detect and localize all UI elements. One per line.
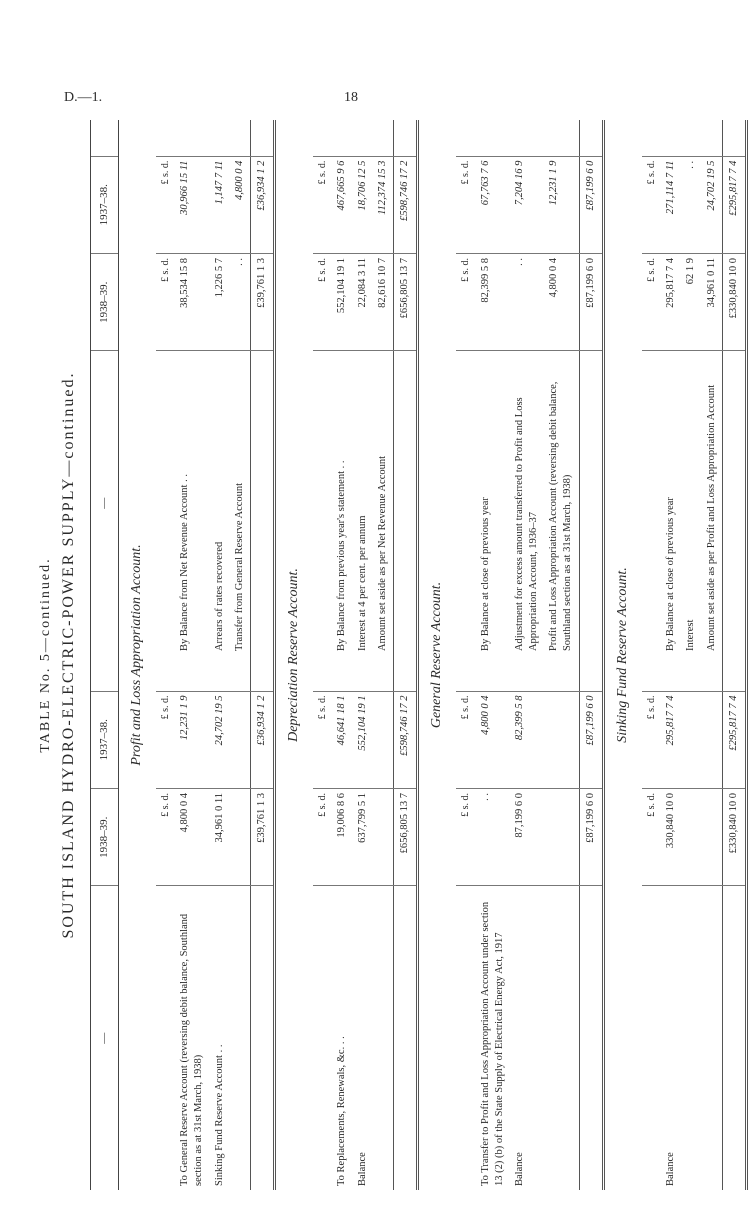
ledger-tables — [90, 120, 748, 1190]
debit-amount-current: 34,961 0 11 — [210, 788, 230, 885]
column-header-row — [91, 120, 119, 1190]
credit-amount-previous: 18,706 12 5 — [353, 156, 373, 253]
credit-description: By Balance from Net Revenue Account . . — [179, 474, 191, 652]
section-title-row — [418, 120, 456, 1190]
debit-amount-previous: 12,231 1 9 — [175, 691, 209, 788]
debit-description: Balance — [513, 1152, 525, 1186]
totals-row — [722, 120, 746, 1190]
totals-row — [394, 120, 418, 1190]
credit-description: Amount set aside as per Profit and Loss Appropriation Account — [705, 384, 717, 652]
units-label: £ s. d. — [156, 156, 176, 253]
credit-total-previous: £295,817 7 4 — [722, 156, 746, 253]
debit-total-current: £87,199 6 0 — [579, 788, 603, 885]
credit-amount-previous: 112,374 15 3 — [373, 156, 394, 253]
section-title: Depreciation Reserve Account. — [286, 568, 302, 742]
ledger-row — [702, 120, 723, 1190]
ledger-row — [476, 120, 510, 1190]
credit-amount-current: 4,800 0 4 — [544, 254, 579, 351]
debit-total-current: £656,805 13 7 — [394, 788, 418, 885]
debit-total-previous: £295,817 7 4 — [722, 691, 746, 788]
ledger-row — [332, 120, 352, 1190]
units-label: £ s. d. — [156, 788, 176, 885]
header-dash-debit: — — [91, 886, 119, 1190]
table-title: TABLE No. 5—continued. — [38, 557, 53, 753]
credit-total-current: £39,761 1 3 — [250, 254, 274, 351]
units-label: £ s. d. — [313, 788, 333, 885]
units-label: £ s. d. — [456, 691, 476, 788]
credit-amount-current: 22,084 3 11 — [353, 254, 373, 351]
page-number: 18 — [344, 90, 358, 105]
credit-amount-current: . . — [230, 254, 251, 351]
credit-amount-current: 82,399 5 8 — [476, 254, 510, 351]
units-label: £ s. d. — [456, 254, 476, 351]
credit-total-previous: £598,746 17 2 — [394, 156, 418, 253]
credit-amount-current: 62 1 9 — [681, 254, 701, 351]
ledger-row — [373, 120, 394, 1190]
credit-amount-previous: 1,147 7 11 — [210, 156, 230, 253]
debit-total-current: £39,761 1 3 — [250, 788, 274, 885]
units-row — [456, 120, 476, 1190]
ledger-row — [353, 120, 373, 1190]
credit-description: Arrears of rates recovered — [213, 541, 225, 652]
credit-description: Profit and Loss Appropriation Account (reversing debit balance, Southland section as at 31st March, 1938) — [548, 381, 574, 652]
debit-amount-previous: 552,104 19 1 — [353, 691, 373, 788]
header-year-previous-debit: 1937–38. — [91, 691, 119, 788]
credit-amount-previous: . . — [681, 156, 701, 253]
credit-amount-current: 295,817 7 4 — [661, 254, 681, 351]
credit-total-current: £87,199 6 0 — [579, 254, 603, 351]
credit-total-current: £330,840 10 0 — [722, 254, 746, 351]
credit-description: By Balance at close of previous year — [479, 497, 491, 652]
header-year-previous-credit: 1937–38. — [91, 156, 119, 253]
credit-total-previous: £87,199 6 0 — [579, 156, 603, 253]
section-title-row — [275, 120, 313, 1190]
debit-description: To Transfer to Profit and Loss Appropriation Account under section 13 (2) (b) of the State Supply of Electrical Energy Act, 1917 — [479, 901, 505, 1186]
units-label: £ s. d. — [642, 788, 662, 885]
ledger-row — [681, 120, 701, 1190]
debit-amount-previous: 46,641 18 1 — [332, 691, 352, 788]
ledger-row — [230, 120, 251, 1190]
debit-amount-current: 330,840 10 0 — [661, 788, 681, 885]
debit-total-previous: £36,934 1 2 — [250, 691, 274, 788]
units-label: £ s. d. — [456, 156, 476, 253]
debit-amount-previous: 4,800 0 4 — [476, 691, 510, 788]
credit-description: Interest — [685, 619, 697, 652]
rotated-page-body — [30, 120, 739, 1190]
section-title: Profit and Loss Appropriation Account. — [128, 544, 144, 766]
ledger-row — [661, 120, 681, 1190]
credit-total-current: £656,805 13 7 — [394, 254, 418, 351]
units-label: £ s. d. — [156, 691, 176, 788]
units-label: £ s. d. — [313, 691, 333, 788]
credit-amount-previous: 67,763 7 6 — [476, 156, 510, 253]
ledger-row — [544, 120, 579, 1190]
section-title: General Reserve Account. — [429, 581, 445, 729]
credit-amount-previous: 30,966 15 11 — [175, 156, 209, 253]
credit-description: Adjustment for excess amount transferred to Profit and Loss Appropriation Account, 1936–37 — [513, 397, 540, 652]
ledger-row — [210, 120, 230, 1190]
debit-amount-previous: 82,399 5 8 — [510, 691, 544, 788]
credit-amount-previous: 7,204 16 9 — [510, 156, 544, 253]
table-subtitle: SOUTH ISLAND HYDRO-ELECTRIC-POWER SUPPLY—continued. — [60, 371, 77, 939]
units-label: £ s. d. — [313, 254, 333, 351]
section-title-row — [603, 120, 641, 1190]
ledger-row — [175, 120, 209, 1190]
units-row — [642, 120, 662, 1190]
debit-amount-previous: 24,702 19 5 — [210, 691, 230, 788]
units-label: £ s. d. — [642, 691, 662, 788]
credit-amount-current: 34,961 0 11 — [702, 254, 723, 351]
credit-total-previous: £36,934 1 2 — [250, 156, 274, 253]
units-label: £ s. d. — [642, 156, 662, 253]
page-header-left: D.—1. — [64, 90, 103, 105]
debit-amount-current: 4,800 0 4 — [175, 788, 209, 885]
units-label: £ s. d. — [313, 156, 333, 253]
credit-amount-previous: 24,702 19 5 — [702, 156, 723, 253]
credit-amount-previous: 467,665 9 6 — [332, 156, 352, 253]
debit-amount-current: 637,799 5 1 — [353, 788, 373, 885]
credit-description: By Balance at close of previous year — [665, 497, 677, 652]
debit-description: Balance — [665, 1152, 677, 1186]
credit-amount-previous: 12,231 1 9 — [544, 156, 579, 253]
section-title-row — [118, 120, 155, 1190]
debit-amount-current: 19,006 8 6 — [332, 788, 352, 885]
debit-amount-previous: 295,817 7 4 — [661, 691, 681, 788]
ledger-table — [90, 120, 748, 1190]
units-label: £ s. d. — [456, 788, 476, 885]
debit-total-previous: £598,746 17 2 — [394, 691, 418, 788]
credit-description: Transfer from General Reserve Account — [233, 482, 245, 652]
credit-amount-current: 1,226 5 7 — [210, 254, 230, 351]
units-label: £ s. d. — [642, 254, 662, 351]
debit-total-current: £330,840 10 0 — [722, 788, 746, 885]
totals-row — [579, 120, 603, 1190]
credit-amount-current: 82,616 10 7 — [373, 254, 394, 351]
credit-description: Interest at 4 per cent. per annum — [356, 515, 368, 652]
credit-description: By Balance from previous year's statement . . — [336, 460, 348, 652]
debit-amount-current: 87,199 6 0 — [510, 788, 544, 885]
credit-amount-previous: 271,114 7 11 — [661, 156, 681, 253]
units-row — [156, 120, 176, 1190]
header-year-current-credit: 1938–39. — [91, 254, 119, 351]
credit-amount-previous: 4,800 0 4 — [230, 156, 251, 253]
debit-total-previous: £87,199 6 0 — [579, 691, 603, 788]
credit-amount-current: 552,104 19 1 — [332, 254, 352, 351]
ledger-row — [510, 120, 544, 1190]
credit-amount-current: . . — [510, 254, 544, 351]
totals-row — [250, 120, 274, 1190]
section-title: Sinking Fund Reserve Account. — [614, 567, 630, 743]
debit-description: To General Reserve Account (reversing debit balance, Southland section as at 31st March, 1938) — [179, 913, 205, 1186]
header-dash-credit: — — [91, 351, 119, 655]
credit-amount-current: 38,534 15 8 — [175, 254, 209, 351]
debit-description: Balance — [356, 1152, 368, 1186]
credit-description: Amount set aside as per Net Revenue Account — [376, 455, 388, 652]
header-year-current-debit: 1938–39. — [91, 788, 119, 885]
units-label: £ s. d. — [156, 254, 176, 351]
units-row — [313, 120, 333, 1190]
debit-amount-current: . . — [476, 788, 510, 885]
debit-description: Sinking Fund Reserve Account . . — [213, 1044, 225, 1186]
debit-description: To Replacements, Renewals, &c. . . — [336, 1036, 348, 1186]
